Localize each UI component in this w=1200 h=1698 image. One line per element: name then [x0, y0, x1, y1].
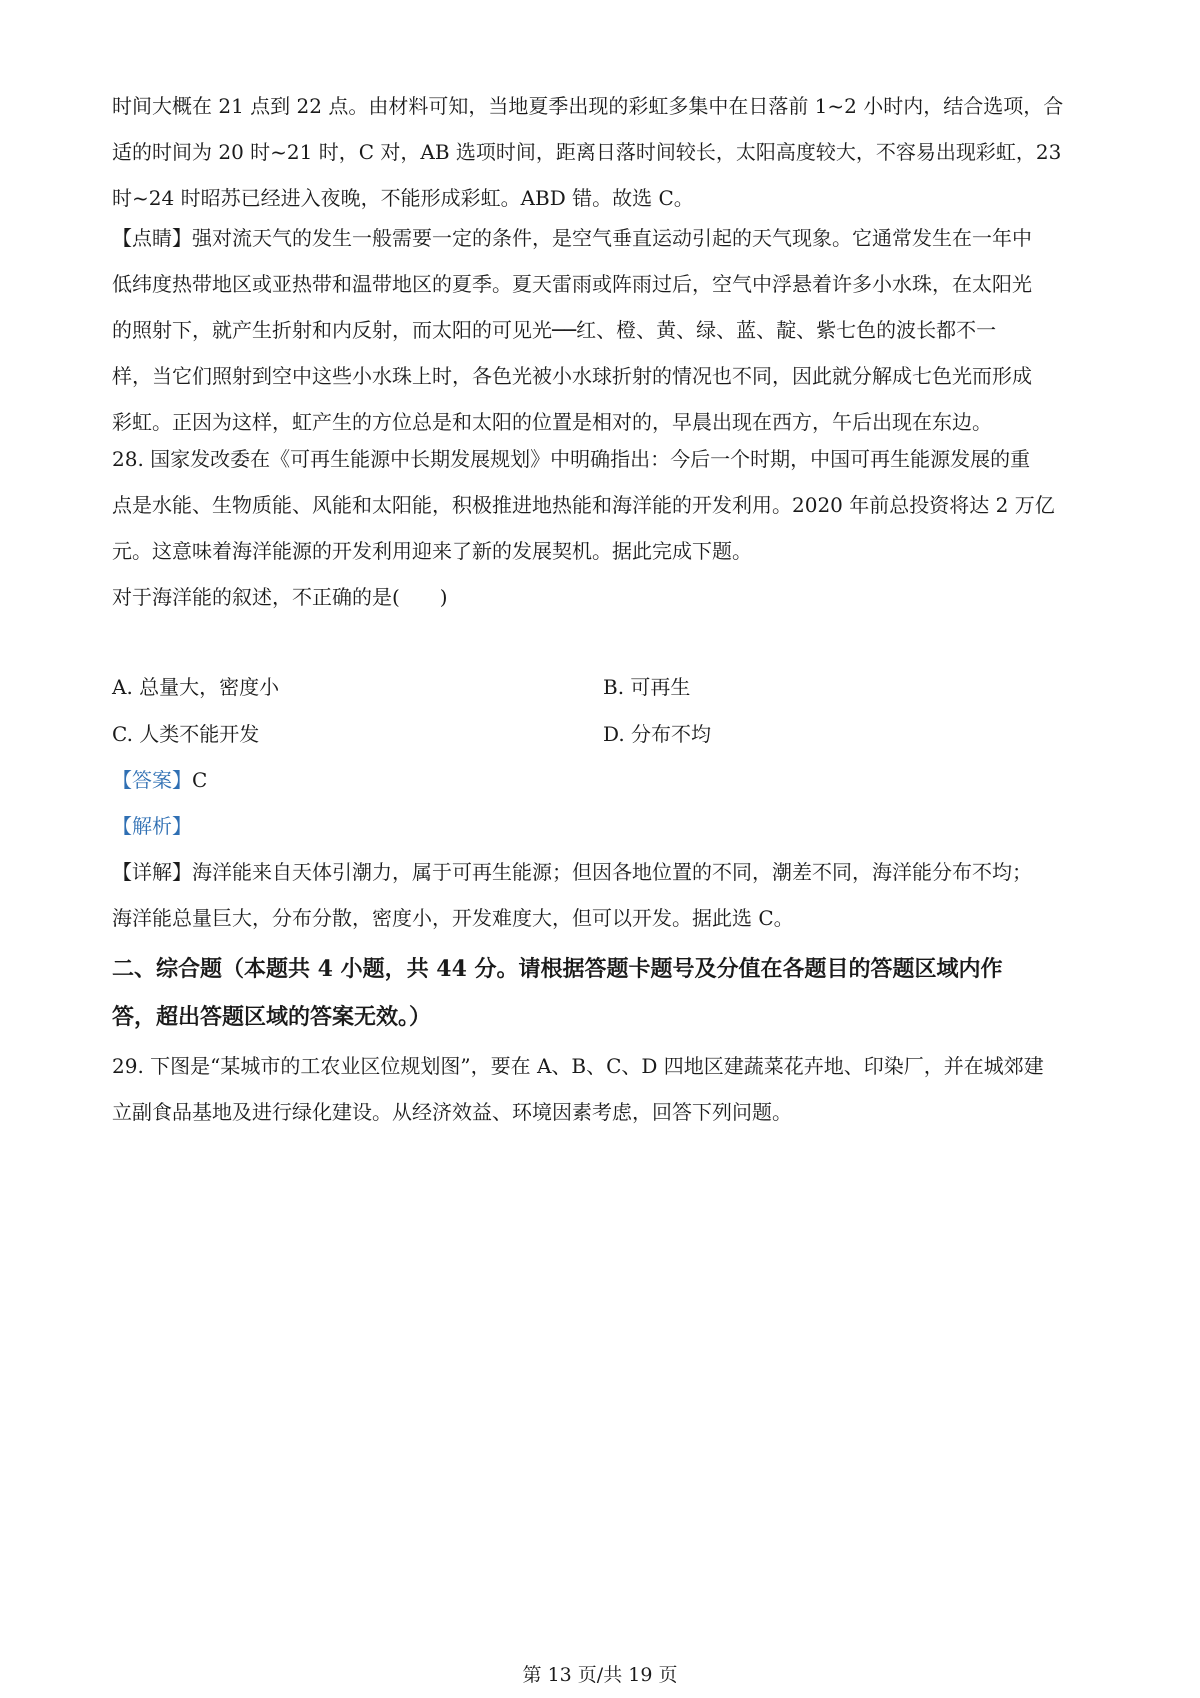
analysis-tag: 【解析】 [112, 814, 192, 838]
answer-tag: 【答案】 [112, 768, 192, 792]
text-line: 29. 下图是“某城市的工农业区位规划图”，要在 A、B、C、D 四地区建蔬菜花卉地、印染厂，并在城郊建 [112, 1054, 1044, 1078]
answer-value: C [192, 768, 208, 792]
question-29 [112, 1043, 1102, 1135]
text-line: 时间大概在 21 点到 22 点。由材料可知，当地夏季出现的彩虹多集中在日落前 1~2 小时内，结合选项，合 [112, 94, 1064, 118]
text-line: 28. 国家发改委在《可再生能源中长期发展规划》中明确指出：今后一个时期，中国可再生能源发展的重 [112, 447, 1031, 471]
text-line: 适的时间为 20 时~21 时，C 对，AB 选项时间，距离日落时间较长，太阳高度较大，不容易出现彩虹，23 [112, 140, 1062, 164]
text-line: 样，当它们照射到空中这些小水珠上时，各色光被小水球折射的情况也不同，因此就分解成七色光而形成 [112, 364, 1032, 388]
text-line: 时~24 时昭苏已经进入夜晚，不能形成彩虹。ABD 错。故选 C。 [112, 186, 694, 210]
previous-answer-continuation [112, 83, 1102, 221]
detail-tag: 【详解】 [112, 860, 192, 884]
answer-block [112, 757, 1102, 941]
note-tag: 【点睛】 [112, 226, 192, 250]
heading-line: 答，超出答题区域的答案无效。） [112, 1004, 432, 1030]
option-d: D. 分布不均 [603, 722, 712, 746]
text-line: 海洋能来自天体引潮力，属于可再生能源；但因各地位置的不同，潮差不同，海洋能分布不均； [192, 860, 1032, 884]
section-heading [112, 945, 1003, 1041]
option-a: A. 总量大，密度小 [112, 675, 280, 699]
heading-line: 二、综合题（本题共 4 小题，共 44 分。请根据答题卡题号及分值在各题目的答题区域内作 [112, 956, 1003, 982]
question-stem: 对于海洋能的叙述，不正确的是( ) [112, 585, 448, 609]
text-line: 强对流天气的发生一般需要一定的条件，是空气垂直运动引起的天气现象。它通常发生在一年中 [192, 226, 1032, 250]
option-c: C. 人类不能开发 [112, 722, 260, 746]
text-line: 点是水能、生物质能、风能和太阳能，积极推进地热能和海洋能的开发利用。2020 年前总投资将达 2 万亿 [112, 493, 1055, 517]
text-line: 海洋能总量巨大，分布分散，密度小，开发难度大，但可以开发。据此选 C。 [112, 906, 794, 930]
text-line: 低纬度热带地区或亚热带和温带地区的夏季。夏天雷雨或阵雨过后，空气中浮悬着许多小水珠，在太阳光 [112, 272, 1032, 296]
text-line: 的照射下，就产生折射和内反射，而太阳的可见光──红、橙、黄、绿、蓝、靛、紫七色的波长都不一 [112, 318, 997, 342]
note-dianjing [112, 215, 1102, 445]
text-line: 彩虹。正因为这样，虹产生的方位总是和太阳的位置是相对的，早晨出现在西方，午后出现在东边。 [112, 410, 992, 434]
text-line: 元。这意味着海洋能源的开发利用迎来了新的发展契机。据此完成下题。 [112, 539, 752, 563]
question-28 [112, 436, 1102, 620]
text-line: 立副食品基地及进行绿化建设。从经济效益、环境因素考虑，回答下列问题。 [112, 1100, 792, 1124]
page-number: 第 13 页/共 19 页 [522, 1664, 678, 1686]
option-b: B. 可再生 [603, 675, 691, 699]
